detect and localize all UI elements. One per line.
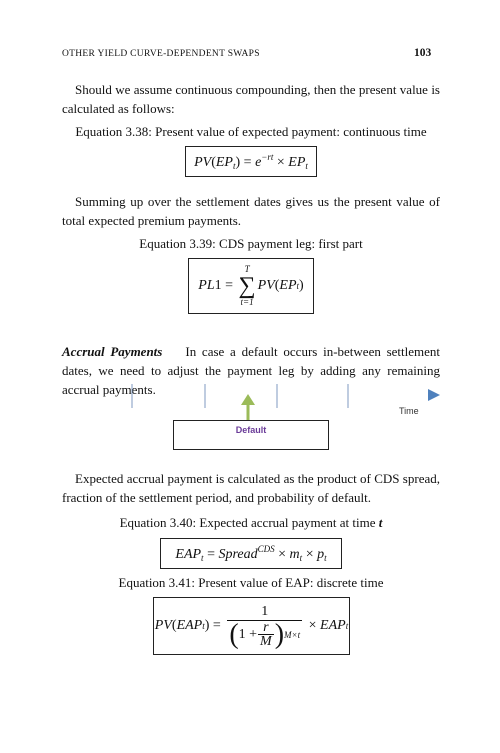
default-timeline-diagram bbox=[0, 380, 500, 420]
default-event-box bbox=[173, 420, 329, 450]
timeline-arrowhead bbox=[428, 389, 440, 401]
equation-3-39-box bbox=[188, 258, 314, 314]
equation-3-40-box bbox=[160, 538, 342, 569]
equation-3-40-caption bbox=[62, 515, 440, 531]
equation-3-41-caption: Equation 3.41: Present value of EAP: discrete time bbox=[118, 575, 384, 590]
equation-3-40-formula: $EAP_t$ = Spread$^{CDS}$ × $m_t \times p_t$ bbox=[175, 544, 327, 563]
equation-3-38-caption: Equation 3.38: Present value of expected payment: continuous time bbox=[75, 124, 427, 139]
equation-3-41-box bbox=[153, 597, 350, 655]
equation-3-41-formula: PV ( EAP t ) = 1 ( 1 + $\frac{r}{M}$ ) M×t × EAP t bbox=[154, 603, 349, 650]
equation-3-39-caption: Equation 3.39: CDS payment leg: first part bbox=[139, 236, 363, 251]
accrual-payments-heading: Accrual Payments bbox=[62, 344, 163, 359]
equation-3-40-caption-var: t bbox=[378, 515, 383, 530]
running-header-title: OTHER YIELD CURVE-DEPENDENT SWAPS bbox=[62, 49, 260, 59]
equation-3-39-formula: PL 1 = T ∑ t=1 PV ( EP t ) bbox=[198, 264, 304, 307]
discount-fraction: 1 ( 1 + $\frac{r}{M}$ ) M×t bbox=[229, 603, 301, 650]
summation-symbol: T ∑ t=1 bbox=[238, 264, 256, 307]
equation-3-38-box bbox=[185, 146, 317, 177]
paragraph-summing-up: Summing up over the settlement dates gives us the present value of total expected premium payments. bbox=[62, 194, 440, 228]
paragraph-expected-accrual: Expected accrual payment is calculated as the product of CDS spread, fraction of the settlement period, and probability of default. bbox=[62, 471, 440, 505]
accrual-payments-text: In case a default occurs in-between settlement dates, we need to adjust the payment leg by adding any remaining accrual payments. bbox=[62, 344, 441, 397]
timeline-time-label: Time bbox=[399, 406, 419, 416]
equation-3-38-formula: $PV(EP_t) = e^{-rt} \times EP_t$ bbox=[194, 152, 308, 171]
paragraph-continuous-compounding: Should we assume continuous compounding, then the present value is calculated as follows: bbox=[62, 82, 440, 116]
page-number: 103 bbox=[414, 47, 432, 59]
default-label: Default bbox=[235, 425, 267, 435]
equation-3-40-caption-text: Equation 3.40: Expected accrual payment at time bbox=[119, 515, 379, 530]
